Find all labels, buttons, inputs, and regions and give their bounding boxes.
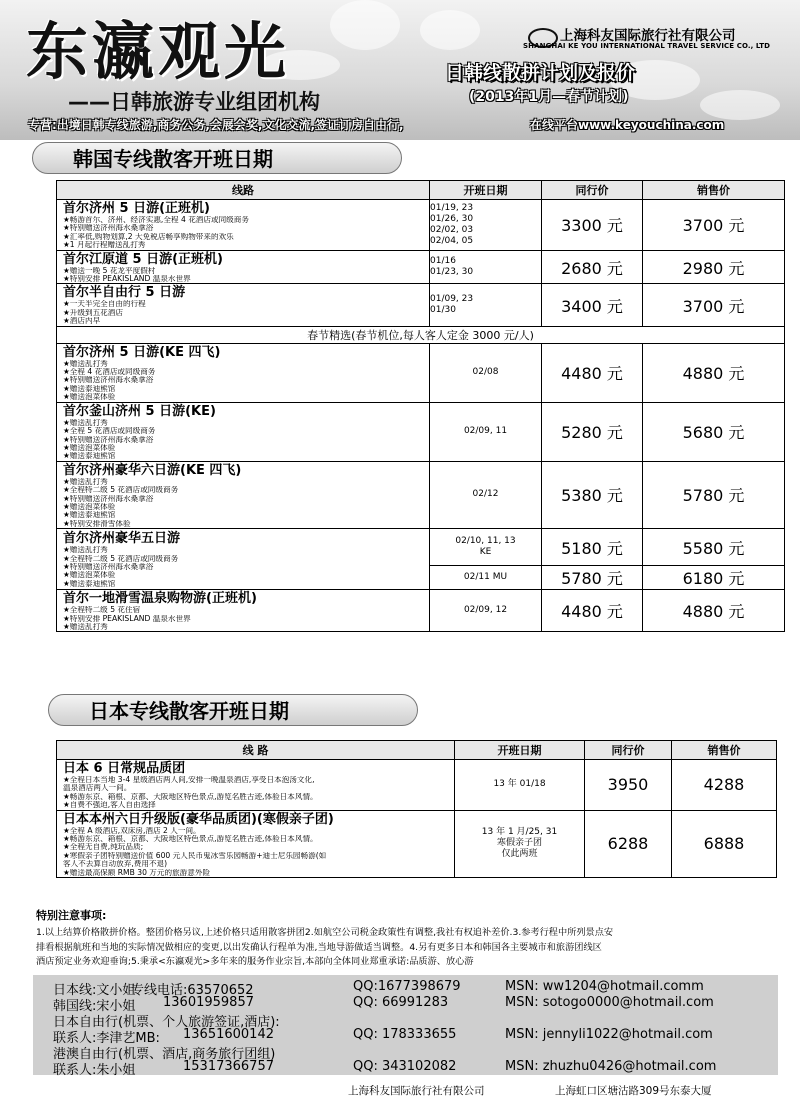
route-feature: ★赠送最高保额 RMB 30 万元的旅游意外险 [63, 868, 211, 877]
peer-price: 4480 元 [542, 343, 643, 402]
retail-price: 2980 元 [643, 250, 785, 284]
footer-address: 上海虹口区塘沽路309号东泰大厦 [555, 1085, 712, 1097]
contact-label: 港澳自由行(机票、酒店,商务旅行团组) [53, 1047, 276, 1062]
col-header-route: 线 路 [57, 741, 455, 760]
route-feature: ★一天半完全自由的行程 [63, 300, 146, 309]
contact-qq[interactable]: QQ: 178333655 [353, 1027, 457, 1042]
table-row [57, 529, 785, 566]
footer-company: 上海科友国际旅行社有限公司 [348, 1085, 485, 1097]
business-tagline: 专营:出境日韩专线旅游,商务公务,会展会奖,文化交流,签证订房自由行, [28, 118, 404, 132]
route-cell [57, 810, 455, 877]
route-feature: 温泉酒店两人一间。 [63, 784, 132, 793]
route-name: 首尔济州 5 日游(正班机) [63, 201, 210, 216]
table-row [57, 284, 785, 326]
route-name: 首尔江原道 5 日游(正班机) [63, 251, 223, 267]
route-feature: ★赠送乱打秀 [63, 622, 108, 631]
departure-date: 02/04, 05 [430, 235, 474, 246]
contact-label: 日本线:文小姐 [53, 983, 136, 998]
route-feature: ★特别赠送济州海水桑拿浴 [63, 376, 154, 385]
retail-price: 4880 元 [643, 343, 785, 402]
route-feature: ★全程 5 花酒店或同级商务 [63, 427, 156, 436]
route-feature: ★赠送泡菜体验 [63, 443, 116, 452]
route-feature: ★全程 4 花酒店或同级商务 [63, 368, 156, 377]
route-feature: ★赠送泰迪熊馆 [63, 579, 116, 588]
retail-price: 6180 元 [643, 566, 785, 590]
route-feature: ★赠送泰迪熊馆 [63, 384, 116, 393]
route-cell [57, 200, 430, 251]
departure-date: 13 年 01/18 [493, 779, 546, 790]
contact-msn[interactable]: MSN: sotogo0000@hotmail.com [505, 995, 714, 1010]
departure-date: 02/10, 11, 13 [455, 536, 516, 547]
route-feature: ★赠送乱打秀 [63, 477, 108, 486]
contact-msn[interactable]: MSN: ww1204@hotmail.comm [505, 979, 704, 994]
contact-msn[interactable]: MSN: jennyli1022@hotmail.com [505, 1027, 713, 1042]
notes-body [36, 926, 776, 970]
route-feature: ★特别赠送济州海水桑拿浴 [63, 224, 154, 233]
peer-price: 2680 元 [542, 250, 643, 284]
route-feature: ★特别赠送济州海水桑拿浴 [63, 494, 154, 503]
japan-section-title: 日本专线散客开班日期 [48, 694, 418, 726]
dates-cell [430, 590, 542, 632]
departure-date: 01/09, 23 [430, 294, 474, 305]
departure-date: 02/02, 03 [430, 224, 474, 235]
route-feature: ★特别赠送济州海水桑拿浴 [63, 435, 154, 444]
contact-qq[interactable]: QQ: 66991283 [353, 995, 449, 1010]
departure-date: 仅此两班 [501, 849, 538, 860]
route-name: 首尔济州豪华六日游(KE 四飞) [63, 462, 242, 478]
route-cell [57, 590, 430, 632]
contact-label: 日本自由行(机票、个人旅游签证,酒店): [53, 1015, 280, 1030]
route-feature: ★特别安排 PEAKISLAND 温泉水世界 [63, 614, 191, 623]
route-name: 日本本州六日升级版(豪华品质团)(寒假亲子团) [63, 811, 334, 827]
route-feature: ★赠送泡菜体验 [63, 393, 116, 402]
contact-phone[interactable]: 13651600142 [183, 1027, 274, 1042]
route-cell [57, 250, 430, 284]
company-name-en: SHANGHAI KE YOU INTERNATIONAL TRAVEL SERVICE CO., LTD [523, 42, 771, 50]
korea-section-title: 韩国专线散客开班日期 [32, 142, 402, 174]
peer-price: 3400 元 [542, 284, 643, 326]
route-name: 日本 6 日常规品质团 [63, 761, 186, 776]
brand-subtitle: ——日韩旅游专业组团机构 [68, 90, 320, 114]
note-line: 酒店预定业务欢迎垂询;5.秉承<东瀛观光>多年来的服务作业宗旨,本部向全体同业郑重承诺:品质游、放心游 [36, 956, 474, 967]
note-line: 1.以上结算价格散拼价格。整团价格另议,上述价格只适用散客拼团2.如航空公司税金政策性有调整,我社有权追补差价.3.参考行程中所列景点安 [36, 927, 614, 938]
route-feature: ★畅游东京、箱根、京都、大阪地区特色景点,游览名胜古迹,体验日本风情。 [63, 835, 318, 844]
route-feature: ★赠送泡菜体验 [63, 502, 116, 511]
route-feature: ★酒店内早 [63, 317, 101, 326]
retail-price: 5680 元 [643, 402, 785, 461]
dates-cell [430, 529, 542, 566]
retail-price: 4288 [672, 760, 777, 811]
peer-price: 5380 元 [542, 461, 643, 528]
contact-label: 韩国线:宋小姐 [53, 999, 136, 1014]
departure-date: KE [479, 547, 492, 558]
japan-table [56, 740, 777, 878]
promo-subtitle: (2013年1月—春节计划) [469, 89, 629, 105]
route-feature: ★1 月起行程赠送乱打秀 [63, 241, 146, 250]
route-cell [57, 343, 430, 402]
departure-date: 02/09, 11 [463, 426, 508, 437]
retail-price: 6888 [672, 810, 777, 877]
departure-date: 01/23, 30 [430, 267, 474, 278]
route-feature: ★赠送一晚 5 花龙平度假村 [63, 266, 156, 275]
table-row [57, 402, 785, 461]
note-line: 排看根据航班和当地的实际情况做相应的变更,以出发确认行程单为准,当地导游做适当调整。4.另有更多日本和韩国各主要城市和旅游团线区 [36, 941, 602, 953]
company-name: 上海科友国际旅行社有限公司 [560, 28, 736, 44]
departure-date: 01/16 [430, 256, 456, 267]
retail-price: 5580 元 [643, 529, 785, 566]
peer-price: 3950 [585, 760, 672, 811]
route-feature: ★全程特二级 5 花酒店或同级商务 [63, 554, 179, 563]
table-header-row [57, 181, 785, 200]
col-header-dates: 开班日期 [455, 741, 585, 760]
dates-cell [430, 250, 542, 284]
contact-msn[interactable]: MSN: zhuzhu0426@hotmail.com [505, 1059, 717, 1074]
website-link[interactable]: 在线平台www.keyouchina.com [530, 118, 725, 132]
route-cell [57, 402, 430, 461]
peer-price: 6288 [585, 810, 672, 877]
dates-cell [430, 461, 542, 528]
col-header-peer-price: 同行价 [542, 181, 643, 200]
table-row [57, 590, 785, 632]
route-name: 首尔济州 5 日游(KE 四飞) [63, 344, 221, 360]
dates-cell [430, 343, 542, 402]
departure-date: 01/26, 30 [430, 213, 474, 224]
peer-price: 5180 元 [542, 529, 643, 566]
promo-title: 日韩线散拼计划及报价 [445, 62, 636, 84]
route-feature: ★全程 A 级酒店,双床房,酒店 2 人一间。 [63, 826, 201, 835]
route-feature: ★寒假亲子团特别赠送价值 600 元人民币鬼冰雪乐园畅游+迪士尼乐园畅游(如 [63, 851, 327, 860]
route-feature: ★全程无自费,纯玩品质; [63, 843, 144, 852]
route-feature: ★畅游东京、箱根、京都、大阪地区特色景点,游览名胜古迹,体验日本风情。 [63, 792, 318, 801]
dates-cell [430, 402, 542, 461]
retail-price: 3700 元 [643, 284, 785, 326]
contact-label: 联系人:李津艺MB: [53, 1031, 160, 1046]
departure-date: 01/19, 23 [430, 202, 474, 213]
contact-phone[interactable]: 13601959857 [163, 995, 254, 1010]
retail-price: 3700 元 [643, 200, 785, 251]
brand-title: 东瀛观光 [26, 15, 291, 88]
route-name: 首尔釜山济州 5 日游(KE) [63, 403, 216, 419]
route-feature: ★全程特二级 5 花酒店或同级商务 [63, 486, 179, 495]
col-header-retail-price: 销售价 [643, 181, 785, 200]
header-banner [0, 0, 800, 140]
route-feature: ★升级到五花酒店 [63, 308, 123, 317]
route-name: 首尔一地滑雪温泉购物游(正班机) [63, 591, 257, 607]
contact-qq[interactable]: QQ: 343102082 [353, 1059, 457, 1074]
contact-qq[interactable]: QQ:1677398679 [353, 979, 461, 994]
dates-cell [430, 284, 542, 326]
departure-date: 寒假亲子团 [496, 838, 542, 849]
notes-title: 特别注意事项: [36, 909, 107, 922]
dates-cell [455, 760, 585, 811]
route-feature: ★特别安排 PEAKISLAND 温泉水世界 [63, 275, 191, 284]
col-header-retail-price: 销售价 [672, 741, 777, 760]
route-feature: ★特别赠送济州海水桑拿浴 [63, 562, 154, 571]
departure-date: 13 年 1 月/25, 31 [481, 827, 558, 838]
route-feature: ★汇率低,购物划算,2 大免税店畅享购物带来的欢乐 [63, 232, 234, 241]
route-cell [57, 760, 455, 811]
route-cell [57, 461, 430, 528]
route-feature: ★赠送乱打秀 [63, 418, 108, 427]
departure-date: 02/09, 12 [463, 605, 508, 616]
route-cell [57, 284, 430, 326]
route-name: 首尔济州豪华五日游 [63, 531, 181, 547]
table-row [57, 343, 785, 402]
route-feature: ★赠送乱打秀 [63, 546, 108, 555]
spring-festival-banner: 春节精选(春节机位,每人客人定金 3000 元/人) [57, 326, 785, 343]
departure-date: 02/08 [472, 367, 499, 378]
contacts-box [33, 975, 778, 1078]
departure-date: 01/30 [430, 305, 456, 316]
route-feature: ★赠送泡菜体验 [63, 571, 116, 580]
col-header-route: 线路 [57, 181, 430, 200]
table-row [57, 461, 785, 528]
peer-price: 4480 元 [542, 590, 643, 632]
peer-price: 5280 元 [542, 402, 643, 461]
route-feature: 客人不去算自动放弃,费用不退) [63, 860, 168, 869]
route-feature: ★自费不强迫,客人自由选择 [63, 801, 156, 810]
route-cell [57, 529, 430, 590]
dates-cell: 02/11 MU [430, 566, 542, 590]
table-row [57, 810, 777, 877]
table-row [57, 200, 785, 251]
col-header-dates: 开班日期 [430, 181, 542, 200]
route-feature: ★赠送泰迪熊馆 [63, 452, 116, 461]
departure-date: 02/12 [472, 489, 499, 500]
route-feature: ★全程日本当地 3-4 星级酒店两人间,安排一晚温泉酒店,享受日本泡汤文化, [63, 776, 315, 784]
route-feature: ★特别安排滑雪体验 [63, 519, 131, 528]
retail-price: 4880 元 [643, 590, 785, 632]
route-feature: ★全程特二级 5 花住宿 [63, 606, 141, 615]
dates-cell [430, 200, 542, 251]
peer-price: 5780 元 [542, 566, 643, 590]
dates-cell [455, 810, 585, 877]
contact-phone[interactable]: 15317366757 [183, 1059, 274, 1074]
table-row [57, 760, 777, 811]
route-name: 首尔半自由行 5 日游 [63, 285, 186, 301]
route-feature: ★赠送泰迪熊馆 [63, 511, 116, 520]
contact-phone[interactable]: 专线电话:63570652 [131, 983, 254, 998]
contact-label: 联系人:朱小姐 [53, 1063, 136, 1078]
col-header-peer-price: 同行价 [585, 741, 672, 760]
retail-price: 5780 元 [643, 461, 785, 528]
table-row [57, 250, 785, 284]
peer-price: 3300 元 [542, 200, 643, 251]
route-feature: ★畅游首尔、济州、经济实惠,全程 4 花酒店或同级商务 [63, 216, 249, 224]
table-header-row [57, 741, 777, 760]
route-feature: ★赠送乱打秀 [63, 359, 108, 368]
korea-table [56, 180, 785, 632]
